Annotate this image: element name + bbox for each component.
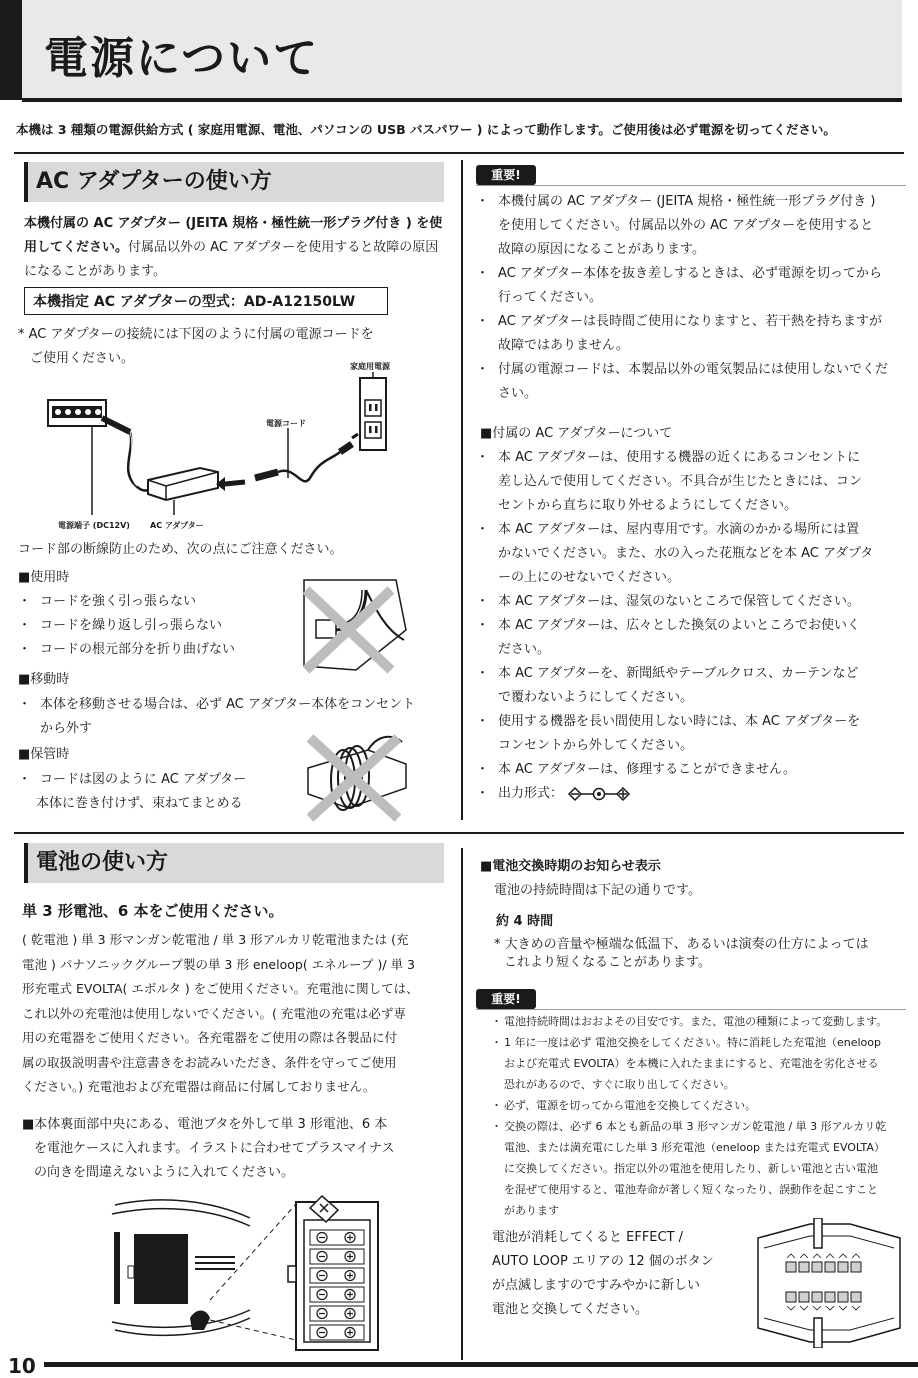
label-ac-adapter: AC アダプター (150, 521, 204, 530)
important-item: ・ AC アダプターは長時間ご使用になりますと、若干熱を持ちますが 故障ではありません。 (476, 310, 916, 358)
included-item: ・ 使用する機器を長い間使用しない時には、本 AC アダプターを コンセントから外してください。 (476, 710, 916, 758)
use-heading: ■使用時 (18, 570, 70, 585)
label-power-cord: 電源コード (266, 419, 306, 428)
battery-important-item: ・ 電池持続時間はおおよその目安です。また、電池の種類によって変動します。 (494, 1011, 918, 1032)
ac-lead-normal: 付属品以外の AC アダプターを使用すると故障の原因になることがあります。 (24, 240, 439, 279)
section-rule-top (14, 152, 904, 154)
blinking-button (799, 1292, 809, 1302)
ac-note-2: ご使用ください。 (30, 351, 135, 366)
important-item: ・ AC アダプター本体を抜き差しするときは、必ず電源を切ってから 行ってください。 (476, 262, 916, 310)
battery-slot (310, 1325, 364, 1340)
page-number: 10 (8, 1354, 36, 1378)
blinking-button (812, 1292, 822, 1302)
column-divider-2 (461, 848, 463, 1360)
ac-section-heading: AC アダプターの使い方 (24, 162, 444, 202)
store-heading: ■保管時 (18, 747, 70, 762)
important-list-2 (494, 1011, 918, 1221)
ac-note-1: * AC アダプターの接続には下図のように付属の電源コードを (18, 327, 374, 342)
ac-lead-bold: 本機付属の AC アダプター (JEITA 規格・極性統一形プラグ付き ) を使用してください。 (24, 216, 443, 255)
move-line: から外す (40, 721, 93, 736)
label-household-power: 家庭用電源 (350, 362, 390, 371)
move-heading: ■移動時 (18, 672, 70, 687)
battery-slot (310, 1249, 364, 1264)
important-rule-2 (476, 1009, 906, 1010)
included-adapter-list (476, 446, 916, 806)
battery-compartment-illustration (100, 1190, 400, 1355)
use-item: ・ コードを繰り返し引っ張らない (18, 614, 298, 638)
included-item: ・ 本 AC アダプターは、修理することができません。 (476, 758, 916, 782)
battery-slot (310, 1306, 364, 1321)
output-format-item (476, 782, 916, 806)
important-list-1 (476, 190, 916, 406)
battery-notice-heading: ■電池交換時期のお知らせ表示 (480, 859, 661, 874)
battery-paragraph: ( 乾電池 ) 単 3 形マンガン乾電池 / 単 3 形アルカリ乾電池または (充 電池 ) パナソニックグループ製の単 3 形 eneloop( エネループ )/ 単 3 形充電式 EVOLTA( エボルタ ) をご使用ください。充電池に関しては、 これ以外の充電池は使用しないでください。( 充電池の充電は必ず専 用の充電器をご使用ください。各充電器をご使用の際は各製品に付 属の取扱説明書や注意書きをお読みいただき、条件を守ってご使用 ください。) 充電池および充電器は商品に付属しておりません。 (22, 932, 419, 1094)
battery-slot (310, 1268, 364, 1283)
label-power-terminal: 電源端子 (DC12V) (58, 521, 130, 530)
battery-slot (310, 1230, 364, 1245)
store-line: ・ コードは図のように AC アダプター (18, 768, 298, 792)
ac-connection-diagram (40, 360, 440, 535)
section-rule-middle (14, 832, 904, 834)
bent-cord-illustration (296, 570, 416, 680)
wrapped-adapter-illustration (298, 728, 416, 823)
ac-lead (24, 212, 448, 284)
blinking-button (786, 1292, 796, 1302)
blinking-button (786, 1262, 796, 1272)
use-item: ・ コードを強く引っ張らない (18, 590, 298, 614)
included-item: ・ 本 AC アダプターを、新聞紙やテーブルクロス、カーテンなど で覆わないようにしてください。 (476, 662, 916, 710)
wall-outlet (360, 378, 386, 450)
included-item: ・ 本 AC アダプターは、湿気のないところで保管してください。 (476, 590, 916, 614)
adapter-body (148, 468, 218, 500)
important-rule (476, 185, 906, 186)
battery-important-item: ・ 1 年に一度は必ず 電池交換をしてください。特に消耗した充電池（eneloop および充電式 EVOLTA）を本機に入れたままにすると、充電池を劣化させる 恐れがあるので、すぐに取り出してください。 (494, 1032, 918, 1095)
output-format-label: 出力形式： (498, 786, 564, 801)
battery-slot (310, 1287, 364, 1302)
blinking-button (838, 1292, 848, 1302)
polarity-symbol-icon (567, 786, 631, 802)
title-accent (0, 0, 22, 100)
blinking-button (838, 1262, 848, 1272)
important-badge: 重要! (476, 165, 536, 185)
blinking-button (825, 1292, 835, 1302)
battery-install-text: ■本体裏面部中央にある、電池ブタを外して単 3 形電池、6 本 を電池ケースに入れます。イラストに合わせてプラスマイナス の向きを間違えないように入れてください。 (22, 1117, 395, 1180)
device-back-panel (48, 400, 106, 426)
battery-lead: 単 3 形電池、6 本をご使用ください。 (22, 902, 284, 920)
battery-important-item: ・ 交換の際は、必ず 6 本とも新品の単 3 形マンガン乾電池 / 単 3 形アルカリ乾 電池、または満充電にした単 3 形充電池（eneloop または充電式 EVOLTA） に交換してください。指定以外の電池を使用したり、新しい電池と古い電池 を混ぜて使用すると、電池寿命が著しく短くなったり、誤動作を起こすこと があります (494, 1116, 918, 1221)
important-item: ・ 付属の電源コードは、本製品以外の電気製品には使用しないでくだ さい。 (476, 358, 916, 406)
store-text (18, 768, 298, 816)
device-buttons-illustration (750, 1218, 910, 1348)
page-title: 電源について (44, 33, 320, 84)
blinking-button (851, 1262, 861, 1272)
battery-important-item: ・ 必ず、電源を切ってから電池を交換してください。 (494, 1095, 918, 1116)
battery-section-heading: 電池の使い方 (24, 843, 444, 883)
included-item: ・ 本 AC アダプターは、屋内専用です。水滴のかかる場所には置 かないでください。また、水の入った花瓶などを本 AC アダプタ ーの上にのせないでください。 (476, 518, 916, 590)
footer-rule (44, 1362, 918, 1367)
blinking-button (812, 1262, 822, 1272)
column-divider-1 (461, 160, 463, 820)
blinking-button (825, 1262, 835, 1272)
included-adapter-heading: ■付属の AC アダプターについて (480, 426, 673, 441)
battery-duration-value: 約 4 時間 (496, 914, 554, 929)
battery-duration-text: 電池の持続時間は下記の通りです。 (494, 883, 701, 898)
included-item: ・ 本 AC アダプターは、広々とした換気のよいところでお使いく ださい。 (476, 614, 916, 662)
use-list (18, 590, 298, 662)
cord-care-text: コード部の断線防止のため、次の点にご注意ください。 (18, 542, 343, 557)
blinking-button (851, 1292, 861, 1302)
store-line: 本体に巻き付けず、束ねてまとめる (36, 796, 243, 811)
low-battery-text: 電池が消耗してくると EFFECT / AUTO LOOP エリアの 12 個のボタン が点滅しますのですみやかに新しい 電池と交換してください。 (492, 1230, 714, 1317)
included-item: ・ 本 AC アダプターは、使用する機器の近くにあるコンセントに 差し込んで使用してください。不具合が生じたときには、コン セントから直ちに取り外せるようにしてください。 (476, 446, 916, 518)
blinking-button (799, 1262, 809, 1272)
use-item: ・ コードの根元部分を折り曲げない (18, 638, 298, 662)
intro-text: 本機は 3 種類の電源供給方式 ( 家庭用電源、電池、パソコンの USB バスパワー ) によって動作します。ご使用後は必ず電源を切ってください。 (16, 122, 836, 137)
important-badge-2: 重要! (476, 989, 536, 1009)
battery-duration-note: * 大きめの音量や極端な低温下、あるいは演奏の仕方によっては これより短くなることがあります。 (494, 937, 869, 970)
important-item: ・ 本機付属の AC アダプター (JEITA 規格・極性統一形プラグ付き ) を使用してください。付属品以外の AC アダプターを使用すると 故障の原因になることがあります。 (476, 190, 916, 262)
adapter-model-box: 本機指定 AC アダプターの型式：AD-A12150LW (24, 287, 388, 315)
move-line: ・ 本体を移動させる場合は、必ず AC アダプター本体をコンセント (18, 693, 448, 717)
